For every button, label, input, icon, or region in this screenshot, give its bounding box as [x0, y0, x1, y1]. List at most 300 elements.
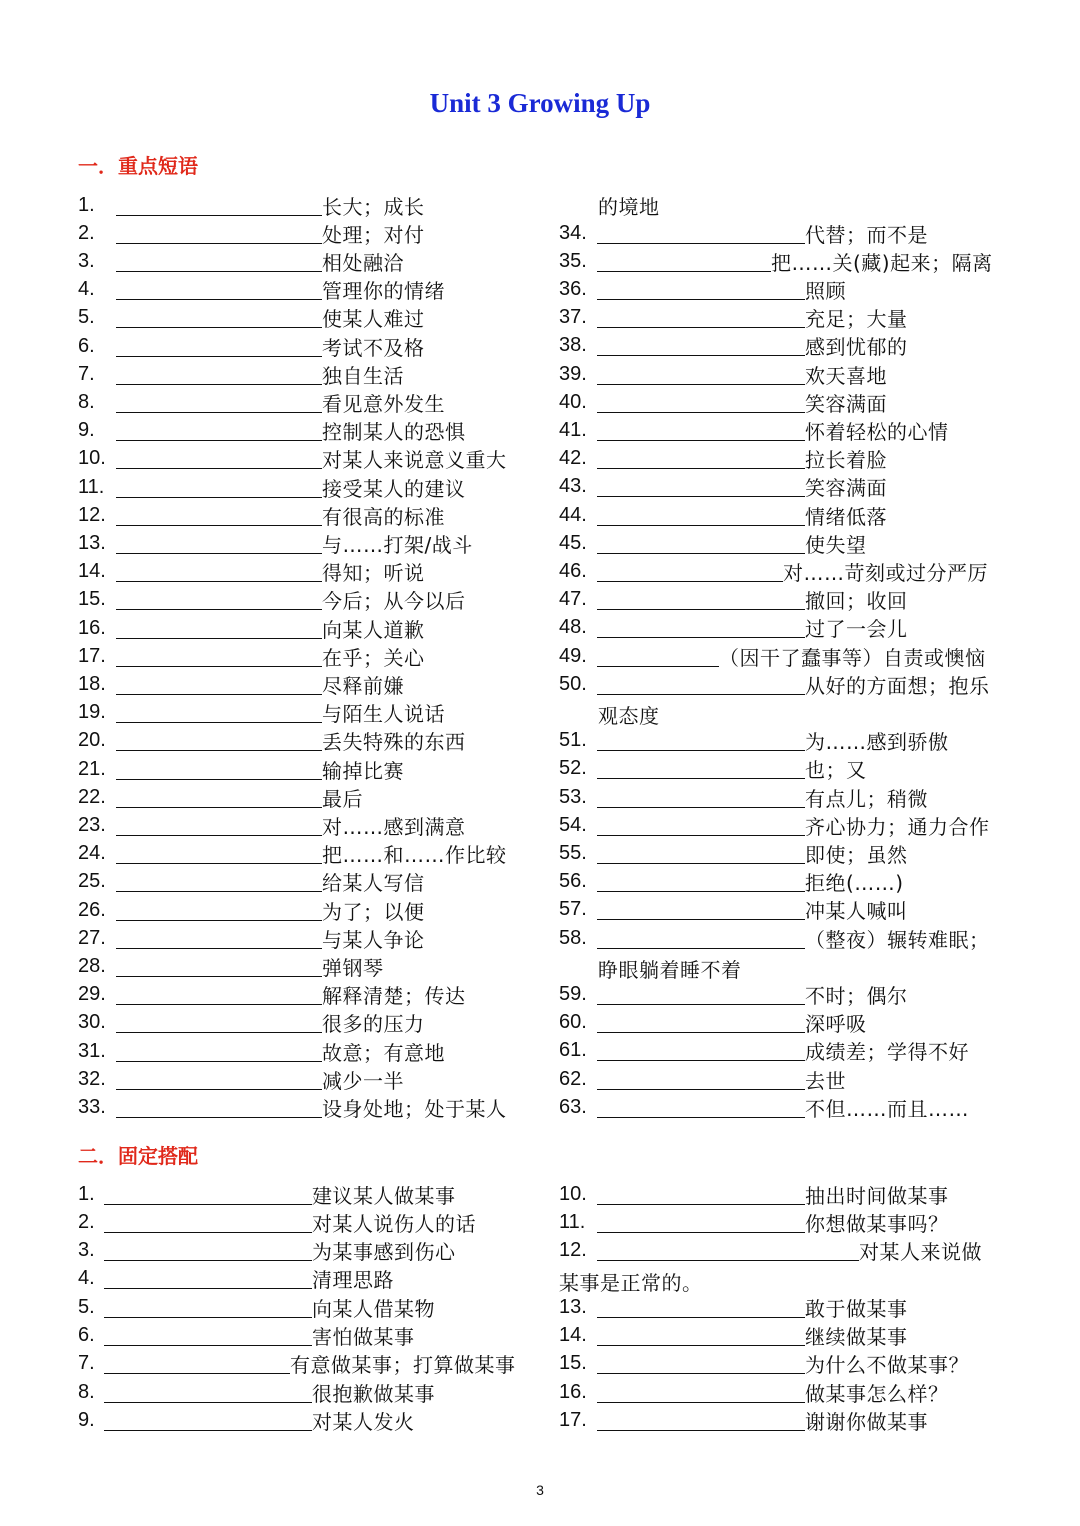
answer-blank[interactable]: [116, 787, 322, 808]
phrase-row: [559, 219, 928, 247]
phrase-meaning: 笑容满面: [805, 476, 887, 501]
answer-blank[interactable]: [597, 871, 805, 892]
item-number: 56.: [559, 870, 587, 893]
phrase-row: [78, 332, 425, 360]
item-number: 62.: [559, 1067, 587, 1090]
phrase-row: [78, 1093, 507, 1121]
answer-blank[interactable]: [597, 674, 805, 695]
item-number: 54.: [559, 813, 587, 836]
answer-blank[interactable]: [597, 984, 805, 1005]
answer-blank[interactable]: [116, 956, 322, 977]
item-number: 55.: [559, 841, 587, 864]
answer-blank[interactable]: [116, 618, 322, 639]
answer-blank[interactable]: [597, 364, 805, 385]
phrase-row: [559, 924, 990, 952]
phrase-meaning: 对……感到满意: [322, 814, 466, 839]
phrase-meaning: 对某人说伤人的话: [312, 1211, 476, 1236]
item-number: 6.: [78, 1324, 95, 1346]
item-number: 33.: [78, 1095, 106, 1118]
phrase-row: [559, 1378, 949, 1406]
continuation-text: 观态度: [598, 704, 660, 729]
item-number: 21.: [78, 757, 106, 780]
phrase-meaning: 害怕做某事: [312, 1325, 415, 1349]
phrase-row: [78, 191, 425, 219]
item-number: 50.: [559, 672, 587, 695]
answer-blank[interactable]: [104, 1410, 312, 1431]
item-number: 6.: [78, 334, 95, 357]
answer-blank[interactable]: [104, 1268, 312, 1289]
answer-blank[interactable]: [597, 335, 805, 356]
answer-blank[interactable]: [116, 477, 322, 498]
phrase-row: [559, 670, 990, 698]
phrase-meaning: 得知；听说: [322, 561, 425, 586]
phrase-row: [78, 586, 466, 614]
phrase-meaning: 抽出时间做某事: [805, 1183, 949, 1208]
phrase-row: [78, 1265, 394, 1293]
phrase-meaning: 在乎；关心: [322, 645, 425, 670]
item-number: 35.: [559, 249, 587, 272]
phrase-row: [78, 1180, 456, 1208]
phrase-row: [78, 304, 425, 332]
phrase-row: [559, 642, 986, 670]
phrase-row: [559, 388, 887, 416]
answer-blank[interactable]: [597, 787, 805, 808]
item-number: 16.: [559, 1380, 587, 1403]
item-number: 58.: [559, 926, 587, 949]
answer-blank[interactable]: [597, 1382, 805, 1403]
phrase-row: [78, 614, 425, 642]
phrase-meaning: 拉长着脸: [805, 448, 887, 473]
phrase-meaning: 有点儿；稍微: [805, 786, 928, 811]
answer-blank[interactable]: [116, 871, 322, 892]
answer-blank[interactable]: [116, 505, 322, 526]
phrase-row: [78, 811, 466, 839]
answer-blank[interactable]: [116, 1012, 322, 1033]
answer-blank[interactable]: [116, 928, 322, 949]
answer-blank[interactable]: [597, 1410, 805, 1431]
continuation-text: 某事是正常的。: [559, 1270, 703, 1295]
phrase-meaning: 敢于做某事: [805, 1296, 908, 1321]
phrase-row: [78, 529, 473, 557]
item-number: 2.: [78, 1210, 95, 1233]
phrase-row: [559, 445, 887, 473]
answer-blank[interactable]: [116, 1069, 322, 1090]
phrase-row: [78, 360, 404, 388]
answer-blank[interactable]: [597, 730, 805, 751]
phrase-row: [559, 247, 993, 275]
answer-blank[interactable]: [597, 476, 805, 497]
item-number: 2.: [78, 221, 95, 244]
phrase-row: [78, 1065, 404, 1093]
phrase-meaning: 谢谢你做某事: [805, 1409, 928, 1434]
phrase-meaning: 故意；有意地: [322, 1040, 445, 1065]
phrase-row: [78, 981, 466, 1009]
phrase-meaning: 把……和……作比较: [322, 843, 507, 868]
item-number: 23.: [78, 813, 106, 836]
phrase-meaning: 为了；以便: [322, 899, 425, 924]
phrase-meaning: 很多的压力: [322, 1012, 425, 1037]
answer-blank[interactable]: [116, 223, 322, 244]
phrase-meaning: 从好的方面想；抱乐: [805, 673, 990, 698]
phrase-meaning: 撤回；收回: [805, 589, 908, 614]
answer-blank[interactable]: [597, 1353, 805, 1374]
answer-blank[interactable]: [597, 617, 805, 638]
answer-blank[interactable]: [116, 195, 322, 216]
phrase-meaning: 有很高的标准: [322, 504, 445, 529]
item-number: 10.: [559, 1182, 587, 1205]
item-number: 22.: [78, 785, 106, 808]
answer-blank[interactable]: [116, 646, 322, 667]
phrase-row: [78, 1208, 476, 1236]
phrase-meaning: 有意做某事；打算做某事: [290, 1353, 516, 1378]
phrase-row: [78, 868, 425, 896]
item-number: 9.: [78, 1408, 95, 1431]
answer-blank[interactable]: [597, 420, 805, 441]
phrase-row: [559, 501, 887, 529]
phrase-meaning: 使失望: [805, 532, 867, 557]
answer-blank[interactable]: [597, 223, 805, 244]
item-number: 37.: [559, 306, 587, 329]
phrase-row: [559, 1237, 982, 1265]
answer-blank[interactable]: [597, 815, 805, 836]
phrase-row: [78, 247, 404, 275]
answer-blank[interactable]: [104, 1325, 312, 1346]
item-number: 48.: [559, 616, 587, 639]
phrase-meaning: 对某人来说意义重大: [322, 448, 507, 473]
answer-blank[interactable]: [116, 674, 322, 695]
phrase-meaning: （因干了蠢事等）自责或懊恼: [719, 645, 986, 670]
phrase-meaning: 冲某人喊叫: [805, 899, 908, 924]
answer-blank[interactable]: [116, 900, 322, 921]
phrase-row: [559, 360, 887, 388]
item-number: 40.: [559, 390, 587, 413]
phrase-row: [559, 557, 988, 585]
phrase-meaning: 拒绝(……): [805, 871, 904, 896]
answer-blank[interactable]: [116, 364, 322, 385]
phrase-meaning: 减少一半: [322, 1068, 404, 1093]
phrase-row: [78, 755, 404, 783]
phrase-row: [78, 473, 466, 501]
answer-blank[interactable]: [116, 984, 322, 1005]
item-number: 1.: [78, 1182, 95, 1205]
phrase-row: [559, 980, 908, 1008]
phrase-meaning: 给某人写信: [322, 871, 425, 896]
phrase-meaning: 最后: [322, 786, 363, 811]
phrase-row: [559, 811, 990, 839]
item-number: 31.: [78, 1039, 106, 1062]
phrase-row: [78, 445, 507, 473]
item-number: 5.: [78, 1295, 95, 1318]
phrase-meaning: 管理你的情绪: [322, 279, 445, 304]
phrase-row: [78, 642, 425, 670]
phrase-meaning: 你想做某事吗？: [805, 1211, 949, 1236]
phrase-row: [78, 1237, 456, 1265]
item-number: 24.: [78, 842, 106, 865]
phrase-row: [78, 276, 445, 304]
phrase-meaning: 向某人借某物: [312, 1296, 435, 1321]
answer-blank[interactable]: [597, 843, 805, 864]
answer-blank[interactable]: [597, 505, 805, 526]
item-number: 7.: [78, 362, 95, 385]
phrase-row: [78, 501, 445, 529]
answer-blank[interactable]: [116, 420, 322, 441]
phrase-meaning: 看见意外发生: [322, 391, 445, 416]
phrase-row: [559, 896, 908, 924]
phrase-meaning: 不时；偶尔: [805, 983, 908, 1008]
phrase-meaning: 处理；对付: [322, 222, 425, 247]
answer-blank[interactable]: [597, 1325, 805, 1346]
item-number: 4.: [78, 1267, 95, 1290]
item-number: 15.: [559, 1352, 587, 1375]
phrase-row: [559, 304, 908, 332]
item-number: 52.: [559, 757, 587, 780]
answer-blank[interactable]: [597, 1040, 805, 1061]
phrase-row: [78, 727, 466, 755]
answer-blank[interactable]: [116, 533, 322, 554]
answer-blank[interactable]: [597, 561, 783, 582]
phrase-meaning: 深呼吸: [805, 1012, 867, 1037]
item-number: 44.: [559, 503, 587, 526]
item-number: 57.: [559, 898, 587, 921]
phrase-row: [78, 417, 466, 445]
phrase-meaning: 与某人争论: [322, 927, 425, 952]
phrase-meaning: （整夜）辗转难眠；: [805, 927, 990, 952]
phrase-meaning: 丢失特殊的东西: [322, 730, 466, 755]
phrase-meaning: 与……打架/战斗: [322, 532, 473, 557]
answer-blank[interactable]: [116, 589, 322, 610]
phrase-row: [559, 1208, 949, 1236]
phrase-row: [78, 783, 363, 811]
phrase-meaning: 设身处地；处于某人: [322, 1096, 507, 1121]
phrase-meaning: 解释清楚；传达: [322, 984, 466, 1009]
phrase-row: [559, 275, 846, 303]
item-number: 43.: [559, 475, 587, 498]
item-number: 18.: [78, 672, 106, 695]
phrase-meaning: 做某事怎么样？: [805, 1381, 949, 1406]
answer-blank[interactable]: [116, 1097, 322, 1118]
phrase-meaning: 向某人道歉: [322, 617, 425, 642]
phrase-meaning: 输掉比赛: [322, 758, 404, 783]
answer-blank[interactable]: [597, 646, 719, 667]
item-number: 51.: [559, 729, 587, 752]
phrase-row: [559, 1322, 908, 1350]
answer-blank[interactable]: [116, 307, 322, 328]
phrase-row: [559, 1293, 908, 1321]
item-number: 46.: [559, 559, 587, 582]
phrase-row: [78, 1406, 415, 1434]
phrase-row: [78, 558, 425, 586]
phrase-meaning: 不但……而且……: [805, 1096, 969, 1121]
phrase-meaning: 很抱歉做某事: [312, 1381, 435, 1406]
answer-blank[interactable]: [104, 1353, 290, 1374]
answer-blank[interactable]: [597, 1012, 805, 1033]
answer-blank[interactable]: [116, 392, 322, 413]
section-heading-fixed-collocations: 二．固定搭配: [78, 1144, 198, 1168]
phrase-row: [559, 332, 908, 360]
phrase-meaning: 使某人难过: [322, 307, 425, 332]
phrase-row: [78, 1350, 516, 1378]
answer-blank[interactable]: [116, 561, 322, 582]
answer-blank[interactable]: [597, 279, 805, 300]
answer-blank[interactable]: [104, 1382, 312, 1403]
phrase-row: [559, 1406, 928, 1434]
phrase-row: [78, 1037, 445, 1065]
phrase-row: [78, 896, 425, 924]
phrase-row: [559, 1065, 846, 1093]
answer-blank[interactable]: [597, 448, 805, 469]
phrase-meaning: 感到忧郁的: [805, 335, 908, 360]
item-number: 12.: [559, 1239, 587, 1262]
item-number: 17.: [559, 1408, 587, 1431]
item-number: 14.: [559, 1324, 587, 1346]
answer-blank[interactable]: [116, 1041, 322, 1062]
answer-blank[interactable]: [116, 448, 322, 469]
item-number: 9.: [78, 419, 95, 442]
phrase-meaning: 齐心协力；通力合作: [805, 814, 990, 839]
phrase-meaning: 为某事感到伤心: [312, 1240, 456, 1265]
item-number: 27.: [78, 926, 106, 949]
item-number: 60.: [559, 1011, 587, 1034]
phrase-row: [78, 388, 445, 416]
item-number: 38.: [559, 334, 587, 357]
phrase-row: [78, 1378, 435, 1406]
answer-blank[interactable]: [597, 1212, 805, 1233]
answer-blank[interactable]: [597, 1184, 805, 1205]
phrase-row: [78, 840, 507, 868]
answer-blank[interactable]: [116, 759, 322, 780]
phrase-row: [559, 586, 908, 614]
answer-blank[interactable]: [116, 730, 322, 751]
item-number: 10.: [78, 447, 106, 470]
phrase-row: [559, 1350, 969, 1378]
phrase-row: [559, 473, 887, 501]
phrase-row: [559, 868, 904, 896]
answer-blank[interactable]: [597, 1097, 805, 1118]
phrase-row: [78, 670, 404, 698]
phrase-meaning: 弹钢琴: [322, 955, 384, 980]
phrase-meaning: 代替；而不是: [805, 222, 928, 247]
item-number: 45.: [559, 531, 587, 554]
phrase-meaning: 欢天喜地: [805, 363, 887, 388]
answer-blank[interactable]: [116, 251, 322, 272]
answer-blank[interactable]: [116, 702, 322, 723]
phrase-row: [559, 783, 928, 811]
answer-blank[interactable]: [597, 1069, 805, 1090]
phrase-row: [78, 1009, 425, 1037]
item-number: 16.: [78, 616, 106, 639]
phrase-meaning: 清理思路: [312, 1268, 394, 1293]
phrase-row: [78, 699, 445, 727]
answer-blank[interactable]: [116, 815, 322, 836]
answer-blank[interactable]: [104, 1297, 312, 1318]
item-number: 8.: [78, 390, 95, 413]
phrase-meaning: 建议某人做某事: [312, 1183, 456, 1208]
item-number: 39.: [559, 362, 587, 385]
phrase-row: [559, 529, 867, 557]
phrase-row: [559, 727, 949, 755]
phrase-row: [559, 1009, 867, 1037]
phrase-meaning: 为什么不做某事？: [805, 1353, 969, 1378]
item-number: 53.: [559, 785, 587, 808]
item-number: 28.: [78, 954, 106, 977]
answer-blank[interactable]: [597, 392, 805, 413]
phrase-meaning: 为……感到骄傲: [805, 730, 949, 755]
phrase-meaning: 考试不及格: [322, 335, 425, 360]
item-number: 8.: [78, 1380, 95, 1403]
phrase-meaning: 照顾: [805, 278, 846, 303]
phrase-row: [559, 614, 908, 642]
item-number: 32.: [78, 1067, 106, 1090]
item-number: 3.: [78, 1239, 95, 1262]
answer-blank[interactable]: [597, 1240, 859, 1261]
phrase-meaning: 尽释前嫌: [322, 673, 404, 698]
answer-blank[interactable]: [597, 533, 805, 554]
phrase-meaning: 独自生活: [322, 363, 404, 388]
item-number: 29.: [78, 983, 106, 1006]
item-number: 26.: [78, 898, 106, 921]
phrase-row: [78, 924, 425, 952]
item-number: 14.: [78, 560, 106, 583]
item-number: 47.: [559, 588, 587, 611]
phrase-row: [78, 952, 384, 980]
item-number: 19.: [78, 701, 106, 724]
phrase-meaning: 充足；大量: [805, 307, 908, 332]
answer-blank[interactable]: [597, 1297, 805, 1318]
phrase-row: [559, 1180, 949, 1208]
phrase-meaning: 即使；虽然: [805, 842, 908, 867]
item-number: 7.: [78, 1352, 95, 1375]
phrase-meaning: 长大；成长: [322, 194, 425, 219]
phrase-row: [559, 839, 908, 867]
phrase-meaning: 怀着轻松的心情: [805, 419, 949, 444]
phrase-row: [559, 1093, 969, 1121]
answer-blank[interactable]: [597, 589, 805, 610]
answer-blank[interactable]: [104, 1240, 312, 1261]
phrase-meaning: 对某人来说做: [859, 1240, 982, 1265]
answer-blank[interactable]: [116, 336, 322, 357]
item-number: 20.: [78, 729, 106, 752]
phrase-meaning: 把……关(藏)起来；隔离: [771, 250, 993, 275]
answer-blank[interactable]: [116, 843, 322, 864]
item-number: 61.: [559, 1039, 587, 1062]
item-number: 49.: [559, 644, 587, 667]
item-number: 4.: [78, 278, 95, 301]
answer-blank[interactable]: [597, 899, 805, 920]
item-number: 42.: [559, 447, 587, 470]
answer-blank[interactable]: [116, 279, 322, 300]
item-number: 63.: [559, 1095, 587, 1118]
item-number: 13.: [78, 531, 106, 554]
answer-blank[interactable]: [597, 251, 771, 272]
answer-blank[interactable]: [597, 758, 805, 779]
page-title: Unit 3 Growing Up: [429, 88, 651, 118]
phrase-row: [559, 755, 867, 783]
phrase-meaning: 过了一会儿: [805, 617, 908, 642]
item-number: 34.: [559, 221, 587, 244]
item-number: 1.: [78, 193, 95, 216]
item-number: 36.: [559, 277, 587, 300]
answer-blank[interactable]: [597, 928, 805, 949]
phrase-row: [78, 219, 425, 247]
phrase-meaning: 控制某人的恐惧: [322, 420, 466, 445]
phrase-meaning: 成绩差；学得不好: [805, 1040, 969, 1065]
section-heading-key-phrases: 一．重点短语: [78, 154, 198, 178]
answer-blank[interactable]: [597, 307, 805, 328]
answer-blank[interactable]: [104, 1212, 312, 1233]
phrase-meaning: 情绪低落: [805, 504, 887, 529]
answer-blank[interactable]: [104, 1184, 312, 1205]
item-number: 3.: [78, 249, 95, 272]
